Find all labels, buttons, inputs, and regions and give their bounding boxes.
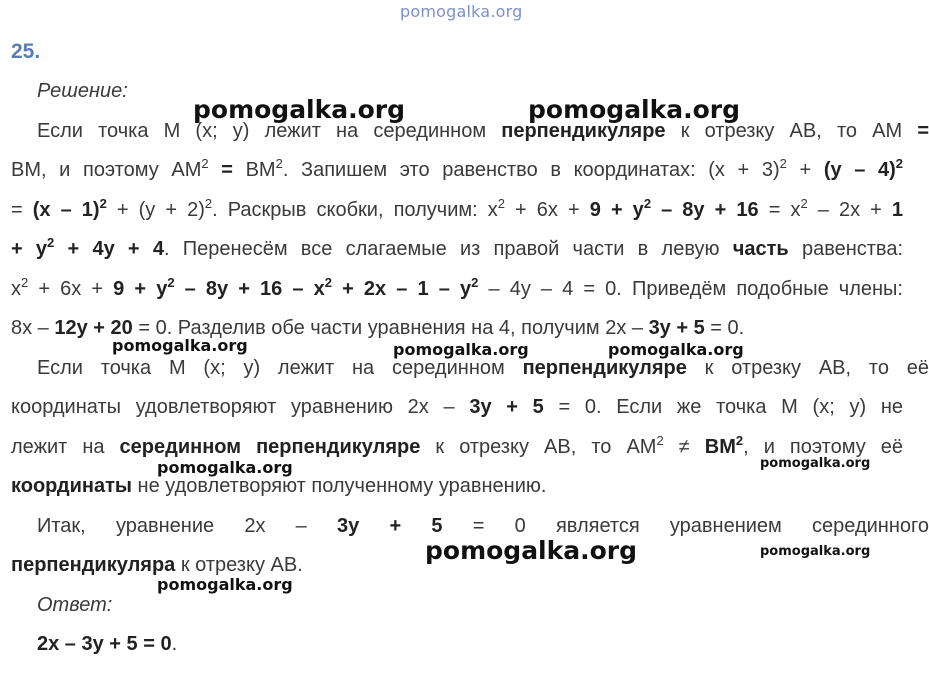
p3-line-2: перпендикуляра к отрезку АВ. bbox=[11, 554, 303, 576]
p2-line-4: координаты не удовлетворяют полученному уравнению. bbox=[11, 475, 547, 497]
watermark: pomogalka.org bbox=[157, 575, 293, 594]
answer-value: 2х – 3у + 5 = 0. bbox=[37, 633, 178, 655]
solution-label: Решение: bbox=[37, 80, 128, 102]
p2-line-3: лежит на серединном перпендикуляре к отрезку АВ, то $АМ^2 \ne ВМ^2$, и поэтому её bbox=[11, 433, 903, 458]
p1-line-1: Если точка М (х; у) лежит на серединном перпендикуляре к отрезку АВ, то АМ = bbox=[37, 120, 929, 142]
p3-line-1: Итак, уравнение 2х – 3у + 5 = 0 является уравнением серединного bbox=[37, 515, 929, 537]
p2-line-2: координаты удовлетворяют уравнению 2х – 3у + 5 = 0. Если же точка М (х; у) не bbox=[11, 396, 903, 418]
problem-number: 25. bbox=[11, 40, 41, 63]
watermark: pomogalka.org bbox=[157, 458, 293, 477]
watermark: pomogalka.org bbox=[528, 95, 741, 124]
watermark: pomogalka.org bbox=[393, 340, 529, 359]
watermark: pomogalka.org bbox=[193, 95, 406, 124]
watermark-top: pomogalka.org bbox=[400, 2, 523, 21]
watermark: pomogalka.org bbox=[760, 456, 871, 471]
p1-line-4: + $у^2 + 4у + 4$. Перенесём все слагаемые из правой части в левую часть равенства: bbox=[11, 235, 903, 260]
p1-line-3: = $(х - 1)^2 + (у + 2)^2$. Раскрыв скобки, получим: $х^2 + 6х + 9 + у^2 - 8у + 16 = х^2 - 2х + 1$ bbox=[11, 196, 904, 221]
p1-line-2: ВМ, и поэтому $АМ^2 = ВМ^2$. Запишем это равенство в координатах: $(х + 3)^2 + (у - 4)^2$ bbox=[11, 156, 904, 181]
answer-label: Ответ: bbox=[37, 594, 113, 616]
p1-line-5: $х^2 + 6х + 9 + у^2 - 8у + 16 - х^2 + 2х - 1 - у^2 - 4у - 4 = 0$. Приведём подобные члены: bbox=[11, 275, 903, 300]
p1-line-6: 8х – 12у + 20 = 0. Разделив обе части уравнения на 4, получим 2х – 3у + 5 = 0. bbox=[11, 317, 745, 339]
watermark: pomogalka.org bbox=[608, 340, 744, 359]
watermark: pomogalka.org bbox=[112, 336, 248, 355]
watermark: pomogalka.org bbox=[425, 536, 638, 565]
p2-line-1: Если точка М (х; у) лежит на серединном перпендикуляре к отрезку АВ, то её bbox=[37, 357, 929, 379]
watermark: pomogalka.org bbox=[760, 544, 871, 559]
